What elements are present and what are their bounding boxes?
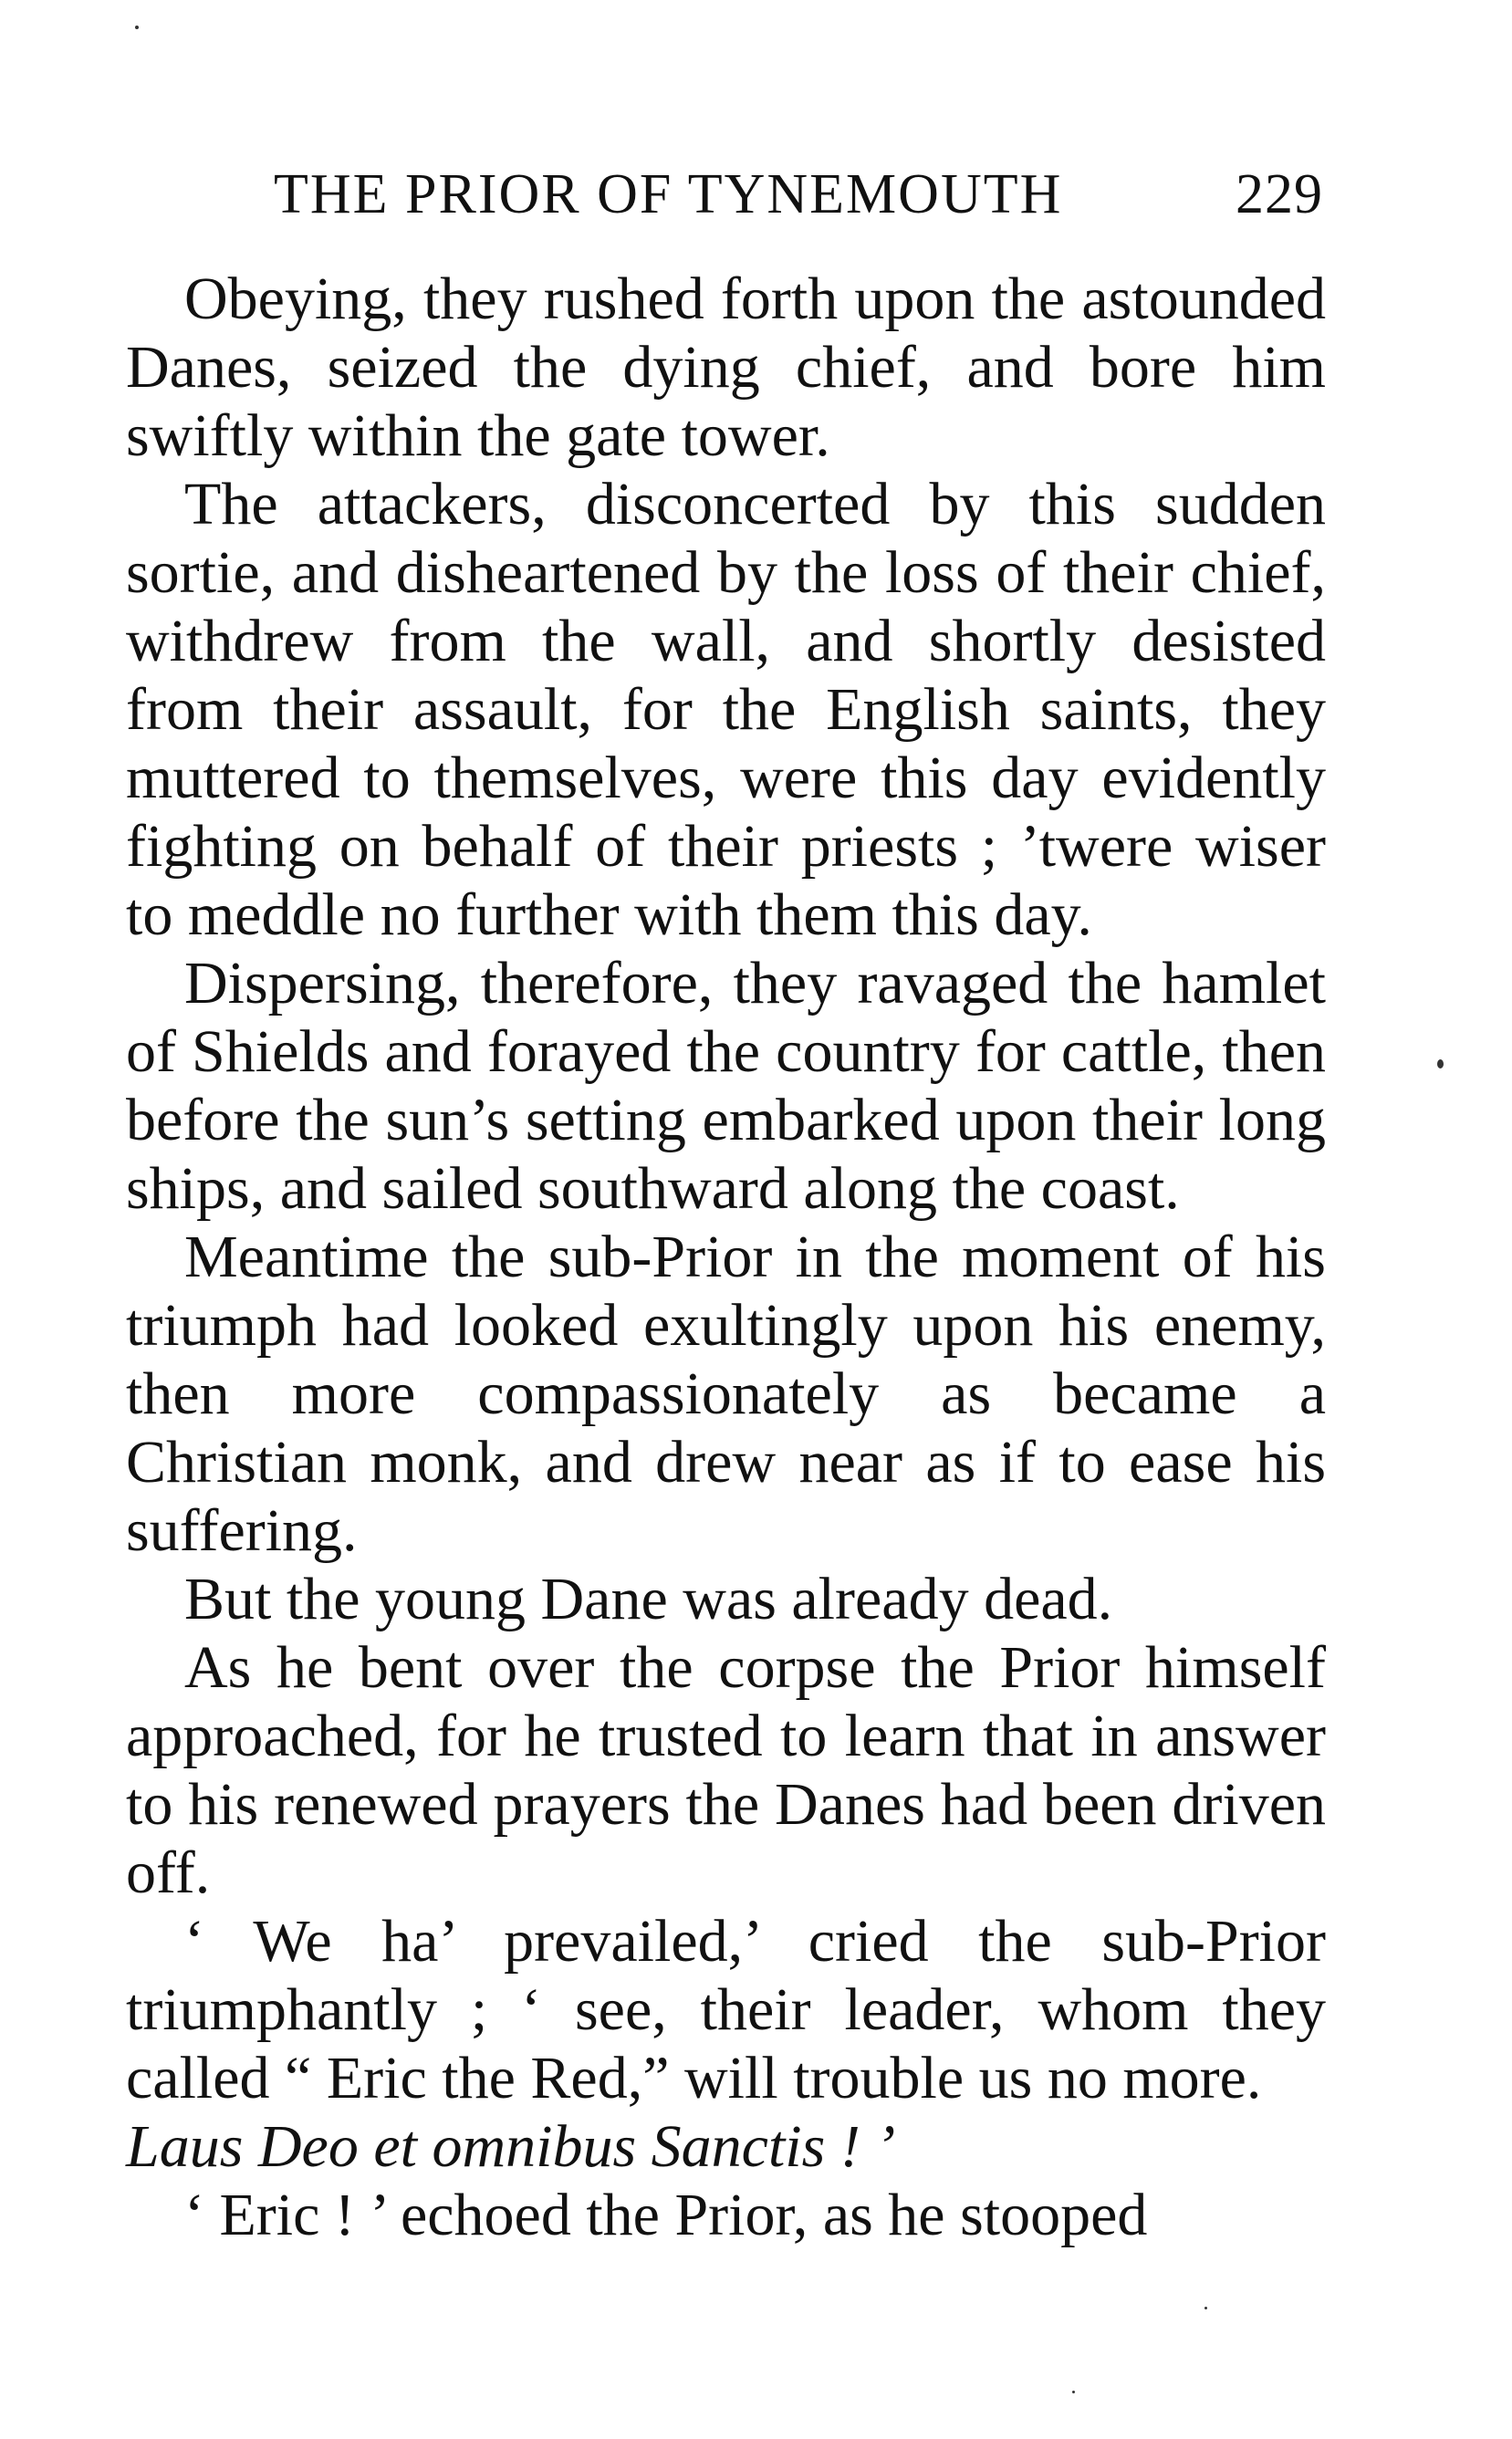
speech-text: ‘ We ha’ prevailed,’ cried the sub-Prior triumphantly ; ‘ see, their leader, whom they called “ Eric the Red,” will trouble us no more. [126, 1908, 1326, 2111]
paragraph-last-line: ‘ Eric ! ’ echoed the Prior, as he stooped [184, 2182, 1148, 2248]
paragraph: But the young Dane was already dead. [184, 1566, 1113, 1632]
paragraph: Meantime the sub-Prior in the moment of his triumph had looked exultingly upon his enemy, then more compassionately as became a Christian monk, and drew near as if to ease his suffering. [126, 1224, 1326, 1564]
print-speck [1437, 1059, 1444, 1068]
running-head [274, 162, 1323, 235]
latin-phrase: Laus Deo et omnibus Sanctis ! ’ [126, 2113, 896, 2180]
print-speck [1204, 2307, 1207, 2309]
speech-paragraph [126, 1907, 1326, 2181]
body-text [126, 265, 1326, 2249]
paragraph: Obeying, they rushed forth upon the astounded Danes, seized the dying chief, and bore him swiftly within the gate tower. [126, 266, 1326, 469]
running-title: THE PRIOR OF TYNEMOUTH [274, 163, 1063, 225]
print-speck [135, 26, 139, 29]
paragraph: The attackers, disconcerted by this sudden sortie, and disheartened by the loss of their chief, withdrew from the wall, and shortly desisted from their assault, for the English saints, they muttered to themselves, were this day evidently fighting on behalf of their priests ; ’twere wiser to meddle no further with them this day. [126, 471, 1326, 948]
paragraph: Dispersing, therefore, they ravaged the hamlet of Shields and forayed the country for cattle, then before the sun’s setting embarked upon their long ships, and sailed southward along the coast. [126, 950, 1326, 1222]
paragraph: As he bent over the corpse the Prior himself approached, for he trusted to learn that in answer to his renewed prayers the Danes had been driven off. [126, 1634, 1326, 1906]
print-speck [1072, 2391, 1075, 2393]
page-number: 229 [1236, 163, 1323, 225]
